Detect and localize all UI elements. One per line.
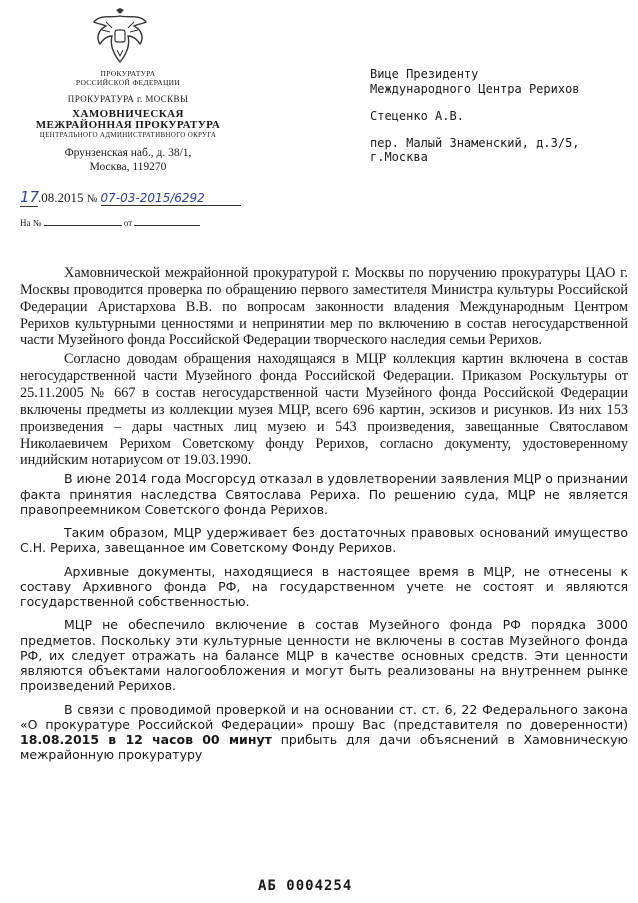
- ref-of-label: от: [123, 218, 133, 228]
- date-day-handwritten: 17: [20, 188, 40, 206]
- org-line-moscow: ПРОКУРАТУРА г. МОСКВЫ: [67, 94, 189, 104]
- eagle-emblem-icon: [90, 8, 150, 66]
- addressee-name: Стеценко А.В.: [370, 109, 464, 123]
- paragraph-7-start: В связи с проводимой проверкой и на основании ст. ст. 6, 22 Федерального закона «О прокуратуре Российской Федерации» прошу Вас (представителя по доверенности): [20, 701, 628, 732]
- addressee-city: г.Москва: [370, 150, 428, 164]
- ref-number-blank: [44, 225, 122, 226]
- org-address-street: Фрунзенская наб., д. 38/1,: [64, 147, 192, 159]
- appointment-datetime: 18.08.2015 в 12 часов 00 минут: [20, 732, 272, 748]
- org-address-city: Москва, 119270: [89, 161, 167, 173]
- paragraph-7: [20, 702, 628, 763]
- ref-date-blank: [134, 225, 200, 226]
- paragraph-5: Архивные документы, находящиеся в настоящее время в МЦР, не отнесены к составу Архивного фонда РФ, на государственном учете не состоят и являются государственной собственностью.: [20, 563, 628, 610]
- paragraph-1: Хамовнической межрайонной прокуратурой г. Москвы по поручению прокуратуры ЦАО г. Москвы проводится проверка по обращению первого заместителя Министра культуры Российской Федерации Аристархова В.В. по вопросам законности владения Международным Центром Рерихов культурными ценностями и непринятии мер по включению в состав негосударственной части Музейного фонда Российской Федерации творческого наследия семьи Рерихов.: [20, 265, 628, 349]
- form-serial-number: АБ 0004254: [258, 878, 353, 894]
- paragraph-4: Таким образом, МЦР удерживает без достаточных правовых оснований имущество С.Н. Рериха, завещанное им Советскому Фонду Рерихов.: [20, 525, 628, 556]
- org-line-khamovnicheskaya: ХАМОВНИЧЕСКАЯ: [72, 108, 184, 120]
- org-line-mezhrayonnaya: МЕЖРАЙОННАЯ ПРОКУРАТУРА: [35, 119, 221, 131]
- addressee-title2: Международного Центра Рерихов: [370, 82, 580, 96]
- letter-body: [20, 265, 628, 765]
- ref-label: На №: [20, 218, 42, 228]
- number-handwritten: 07-03-2015/6292: [101, 191, 241, 206]
- date-suffix: .08.2015: [38, 190, 84, 205]
- number-label: №: [86, 193, 98, 205]
- org-line-prokuratura: ПРОКУРАТУРА: [100, 69, 156, 78]
- org-line-okrug: ЦЕНТРАЛЬНОГО АДМИНИСТРАТИВНОГО ОКРУГА: [39, 131, 217, 139]
- addressee-street: пер. Малый Знаменский, д.3/5,: [370, 136, 580, 150]
- paragraph-3: В июне 2014 года Мосгорсуд отказал в удовлетворении заявления МЦР о признании факта принятия наследства Святослава Рериха. По решению суда, МЦР не является правопреемником Советского фонда Рерихов.: [20, 471, 628, 517]
- paragraph-2: Согласно доводам обращения находящаяся в МЦР коллекция картин включена в состав негосударственной части Музейного фонда Российской Федерации. Приказом Роскультуры от 25.11.2005 № 667 в состав негосударственной части Музейного фонда Российской Федерации включены предметы из коллекции музея МЦР, всего 696 картин, эскизов и рисунков. Из них 153 произведения – дары частных лиц музею и 543 произведения, завещанные Святославом Николаевичем Рерихом Советскому фонду Рерихов, согласно документу, удостоверенному индийским нотариусом от 19.03.1990.: [20, 351, 628, 469]
- paragraph-6: МЦР не обеспечило включение в состав Музейного фонда РФ порядка 3000 предметов. Поскольку эти культурные ценности не включены в состав Музейного фонда РФ, их следует отражать на балансе МЦР в качестве основных средств. Эти ценности являются объектами налогообложения и могут быть реализованы на внутреннем рынке произведений Рерихов.: [20, 617, 628, 694]
- reference-line: [20, 218, 200, 228]
- org-line-rf: РОССИЙСКОЙ ФЕДЕРАЦИИ: [75, 78, 181, 87]
- paragraph-7-end: прибыть для дачи объяснений в Хамовническую межрайонную прокуратуру: [20, 732, 629, 763]
- addressee-title1: Вице Президенту: [370, 67, 479, 81]
- registration-date-line: [20, 188, 241, 207]
